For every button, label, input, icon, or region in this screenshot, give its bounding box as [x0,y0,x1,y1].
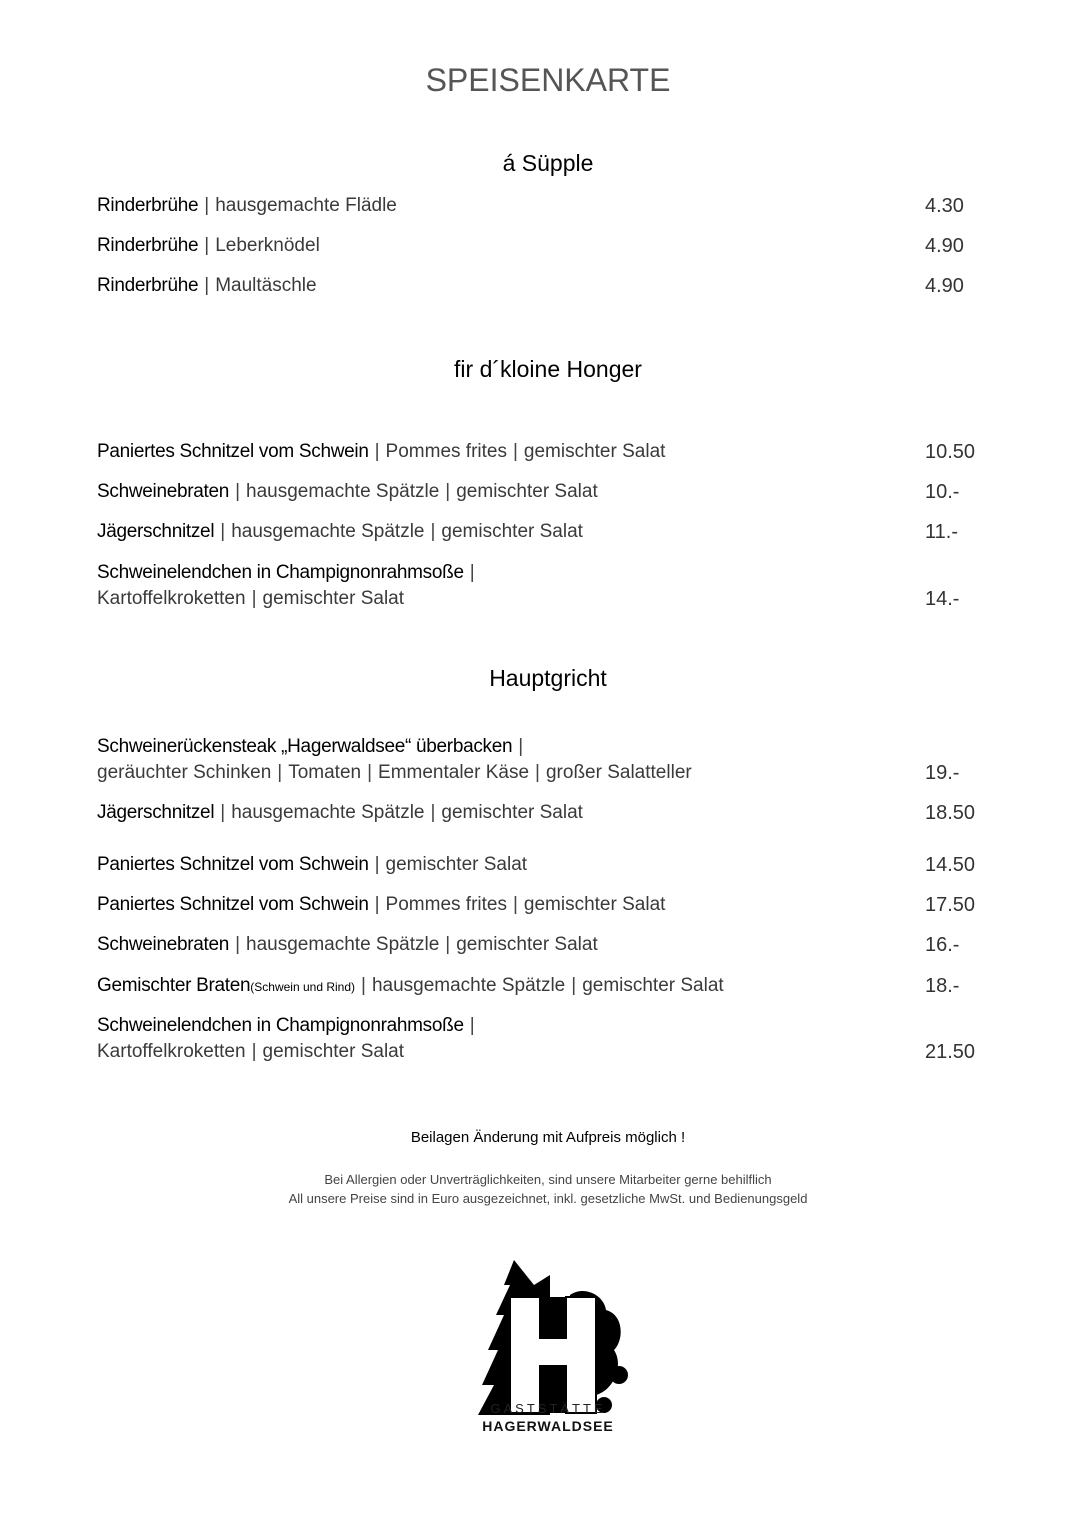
logo-line-2: HAGERWALDSEE [482,1418,614,1434]
menu-item: Rinderbrühe | hausgemachte Flädle [97,195,397,216]
item-desc: hausgemachte Spätzle [231,521,425,542]
item-name: Jägerschnitzel [97,802,215,823]
item-name: Rinderbrühe [97,195,199,216]
item-desc: hausgemachte Flädle [215,195,397,216]
item-price: 21.50 [925,1041,976,1063]
menu-item: Paniertes Schnitzel vom Schwein | gemischter Salat [97,854,528,875]
menu-item: Paniertes Schnitzel vom Schwein | Pommes frites | gemischter Salat [97,894,666,915]
item-name: Paniertes Schnitzel vom Schwein [97,894,369,915]
item-name: Schweinelendchen in Champignonrahmsoße [97,1015,464,1036]
item-desc: gemischter Salat [262,1041,405,1062]
menu-item: Rinderbrühe | Leberknödel [97,235,320,256]
menu-item: Jägerschnitzel | hausgemachte Spätzle | gemischter Salat [97,802,583,823]
allergy-note: Bei Allergien oder Unverträglichkeiten, sind unsere Mitarbeiter gerne behilflich [324,1172,772,1187]
item-name: Paniertes Schnitzel vom Schwein [97,441,369,462]
logo-icon [474,1255,632,1445]
item-name: Gemischter Braten [97,975,251,996]
item-name: Paniertes Schnitzel vom Schwein [97,854,369,875]
item-price: 18.- [925,975,960,997]
item-desc: großer Salatteller [545,762,692,783]
side-dish-note: Beilagen Änderung mit Aufpreis möglich ! [410,1129,686,1146]
item-price: 4.30 [925,195,964,217]
menu-item: Jägerschnitzel | hausgemachte Spätzle | gemischter Salat [97,521,583,542]
item-desc: gemischter Salat [582,975,724,996]
item-desc: gemischter Salat [456,481,598,502]
item-desc: Maultäschle [215,275,317,296]
item-price: 10.- [925,481,960,503]
item-desc: gemischter Salat [441,521,583,542]
item-desc: Kartoffelkroketten [97,588,246,609]
item-name: Schweinebraten [97,481,230,502]
section-heading-suppen: á Süpple [502,150,594,176]
item-price: 4.90 [925,235,964,257]
item-desc: Kartoffelkroketten [97,1041,246,1062]
item-desc: gemischter Salat [441,802,583,823]
menu-item: Schweinebraten | hausgemachte Spätzle | gemischter Salat [97,481,598,502]
item-price: 17.50 [925,894,976,916]
item-name: Schweinelendchen in Champignonrahmsoße [97,562,464,583]
item-desc: Emmentaler Käse [378,762,530,783]
item-price: 16.- [925,934,960,956]
item-price: 4.90 [925,275,964,297]
menu-item: Schweinerückensteak „Hagerwaldsee“ überbacken | geräuchter Schinken | Tomaten | Emmentaler Käse | großer Salatteller [97,736,692,783]
item-desc: Pommes frites [385,441,507,462]
item-name: Schweinebraten [97,934,230,955]
item-price: 10.50 [925,441,976,463]
menu-item: Gemischter Braten(Schwein und Rind) | hausgemachte Spätzle | gemischter Salat [97,975,724,996]
item-name: Jägerschnitzel [97,521,215,542]
item-desc: hausgemachte Spätzle [246,934,440,955]
menu-item: Schweinelendchen in Champignonrahmsoße | Kartoffelkroketten | gemischter Salat [97,562,475,609]
item-name: Schweinerückensteak „Hagerwaldsee“ überbacken [97,736,513,757]
item-price: 11.- [925,521,958,543]
item-desc: hausgemachte Spätzle [246,481,440,502]
menu-item: Paniertes Schnitzel vom Schwein | Pommes frites | gemischter Salat [97,441,666,462]
item-price: 14.50 [925,854,976,876]
item-desc: Pommes frites [385,894,507,915]
item-desc: Leberknödel [215,235,320,256]
price-note: All unsere Preise sind in Euro ausgezeichnet, inkl. gesetzliche MwSt. und Bedienungsgeld [288,1191,808,1206]
item-desc: gemischter Salat [523,441,666,462]
logo-line-1: GASTSTÄTTE [490,1401,606,1416]
menu-item: Schweinebraten | hausgemachte Spätzle | gemischter Salat [97,934,598,955]
item-note: (Schwein und Rind) [250,980,356,994]
item-price: 14.- [925,588,960,610]
item-desc: hausgemachte Spätzle [371,975,566,996]
item-name: Rinderbrühe [97,275,199,296]
section-heading-hauptgericht: Hauptgricht [489,665,607,691]
item-desc: gemischter Salat [385,854,528,875]
item-desc: gemischter Salat [262,588,405,609]
item-desc: geräuchter Schinken [97,762,272,783]
menu-item: Rinderbrühe | Maultäschle [97,275,317,296]
item-price: 19.- [925,762,960,784]
item-name: Rinderbrühe [97,235,199,256]
item-desc: hausgemachte Spätzle [231,802,425,823]
section-heading-kleiner-hunger: fir d´kloine Honger [454,356,642,382]
item-desc: gemischter Salat [456,934,598,955]
item-desc: Tomaten [288,762,362,783]
item-desc: gemischter Salat [523,894,666,915]
menu-item: Schweinelendchen in Champignonrahmsoße | Kartoffelkroketten | gemischter Salat [97,1015,475,1062]
item-price: 18.50 [925,802,976,824]
page-title: SPEISENKARTE [425,62,671,98]
